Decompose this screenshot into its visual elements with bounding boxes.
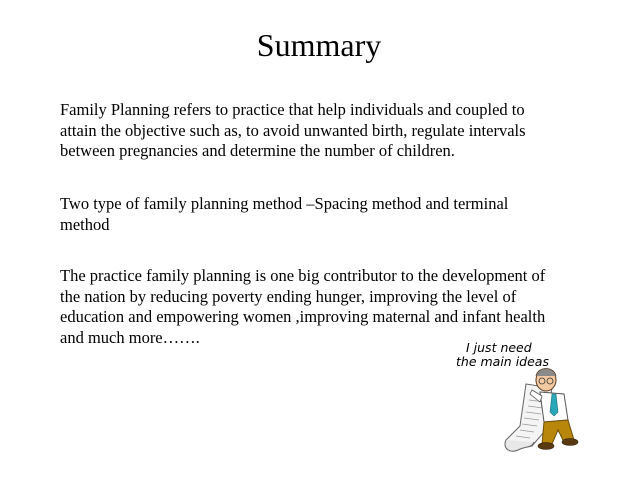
reading-man-cartoon-icon xyxy=(440,336,610,456)
paragraph-line: attain the objective such as, to avoid unwanted birth, regulate intervals xyxy=(60,120,526,140)
cartoon-caption-line: the main ideas xyxy=(456,354,549,369)
paragraph-line: and much more……. xyxy=(60,327,200,347)
cartoon-caption-line: I just need xyxy=(466,340,532,355)
paragraph-methods xyxy=(60,194,508,235)
paragraph-line: Two type of family planning method –Spacing method and terminal xyxy=(60,194,509,213)
paragraph-definition xyxy=(60,100,526,162)
paragraph-line: Family Planning refers to practice that help individuals and coupled to xyxy=(60,100,525,119)
paragraph-line: The practice family planning is one big contributor to the development of xyxy=(60,266,546,285)
paragraph-line: method xyxy=(60,214,110,234)
paragraph-line: between pregnancies and determine the number of children. xyxy=(60,141,455,160)
paragraph-line: education and empowering women ,improving maternal and infant health xyxy=(60,307,546,326)
paragraph-line: the nation by reducing poverty ending hunger, improving the level of xyxy=(60,286,517,306)
slide-title: Summary xyxy=(256,27,382,63)
